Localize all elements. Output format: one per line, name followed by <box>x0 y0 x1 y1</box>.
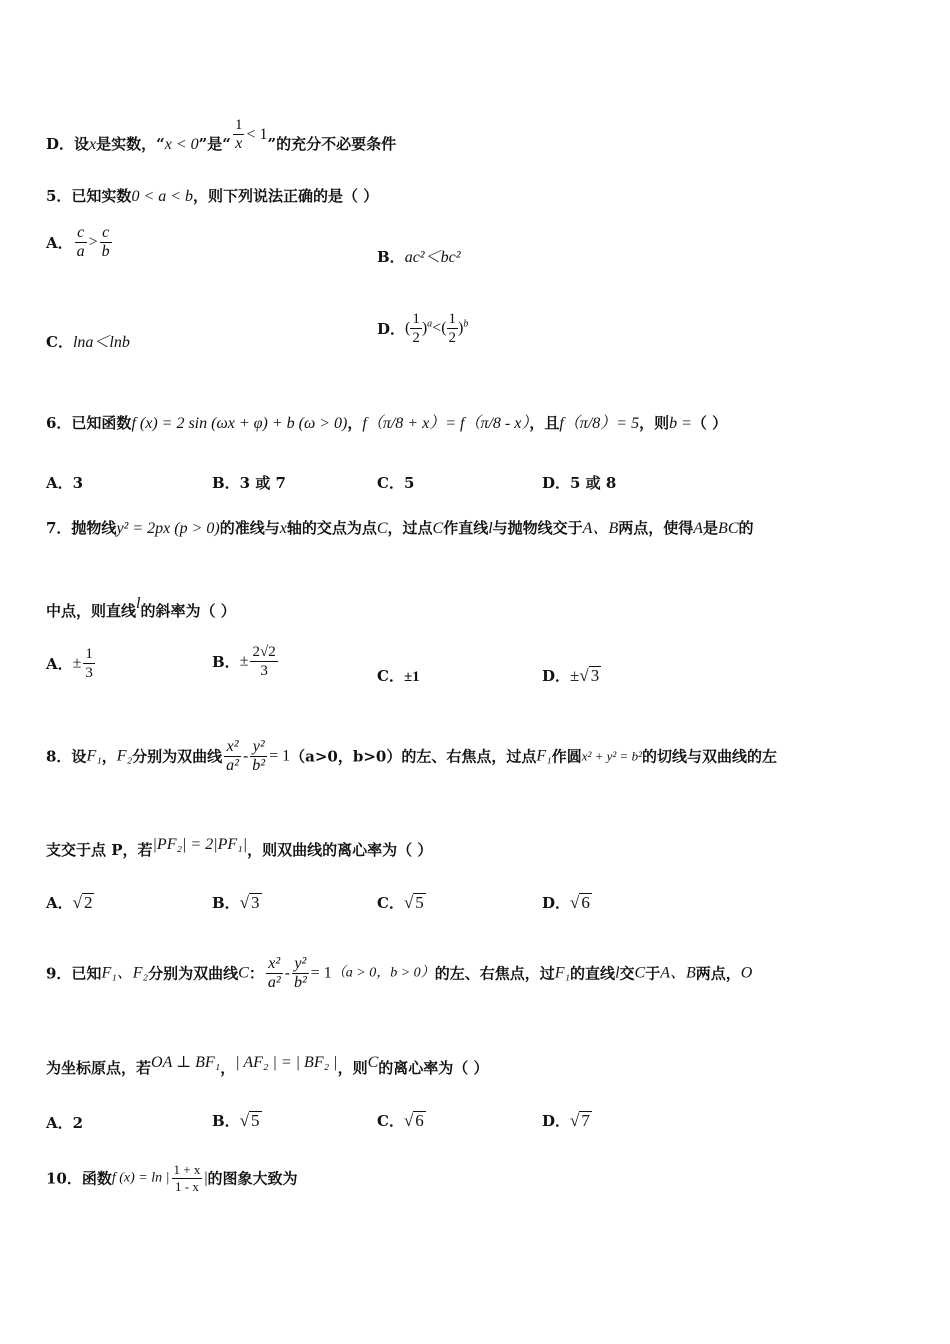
q9-option-a[interactable]: A．2 <box>46 1114 84 1132</box>
q7-option-c[interactable]: C．±1 <box>377 667 420 685</box>
q8-option-d[interactable]: D．√ 6 <box>542 893 590 912</box>
q7-option-b[interactable]: B．± $\frac{2√2}{3}$ <box>212 644 276 679</box>
question-5-stem: 5．已知实数0 < a < b，则下列说法正确的是（ ） <box>46 187 379 205</box>
q8-option-b[interactable]: B．√ 3 <box>212 893 260 912</box>
q8-option-a[interactable]: A．√ 2 <box>46 893 93 912</box>
q6-option-a[interactable]: A．3 <box>46 474 84 492</box>
question-8-stem: 8．设F₁，F₂分别为双曲线 $\frac{\text{x²}}{\text{a²}}$ - $\frac{\text{y²}}{\text{b²}}$ = 1（a>0，b>0）的左、右焦点，过点F₁作圆x² + y² = b²的切线与双曲线的左 <box>46 738 777 774</box>
q8-option-c[interactable]: C．√ 5 <box>377 893 424 912</box>
question-9-stem-line2: 为坐标原点，若OA ⊥ BF₁，| AF₂ | = | BF₂ |，则C的离心率为（ ） <box>46 1054 489 1077</box>
question-7-stem: 7．抛物线y² = 2px (p > 0)的准线与x轴的交点为点C，过点C作直线l与抛物线交于A、B两点，使得A是BC的 <box>46 519 754 537</box>
q9-option-c[interactable]: C．√ 6 <box>377 1111 424 1130</box>
q9-option-d[interactable]: D．√ 7 <box>542 1111 590 1130</box>
question-6-stem: 6．已知函数f (x) = 2 sin (ωx + φ) + b (ω > 0)，f（π/8 + x）= f（π/8 - x），且f（π/8）= 5，则b =（ ） <box>46 414 728 432</box>
q6-option-c[interactable]: C．5 <box>377 474 415 492</box>
q6-option-d[interactable]: D．5 或 8 <box>542 474 617 492</box>
prev-question-option-d: D．设x是实数，“x < 0”是“ $\frac{1}{x}$ < 1”的充分不必要条件 <box>46 116 397 153</box>
q6-option-b[interactable]: B．3 或 7 <box>212 474 286 492</box>
q7-option-a[interactable]: A．± $\frac{1}{3}$ <box>46 646 93 681</box>
q5-option-c[interactable]: C．lna＜lnb <box>46 333 130 351</box>
q9-option-b[interactable]: B．√ 5 <box>212 1111 260 1130</box>
question-10-stem: 10．函数f (x) = ln | $\frac{1 + x}{1 - x}$ |的图象大致为 <box>46 1162 298 1194</box>
q5-option-a[interactable]: A． $\frac{c}{a}$ > $\frac{c}{b}$ <box>46 224 110 260</box>
question-7-stem-line2: 中点，则直线l的斜率为（ ） <box>46 595 236 620</box>
question-9-stem: 9．已知F₁、F₂分别为双曲线C： $\frac{\text{x²}}{\text{a²}}$ - $\frac{\text{y²}}{\text{b²}}$ = 1（a > 0，b > 0）的左、右焦点，过F₁的直线l交C于A、B两点，O <box>46 955 753 991</box>
q5-option-b[interactable]: B．ac²＜bc² <box>377 248 461 266</box>
question-8-stem-line2: 支交于点 P，若|PF₂| = 2|PF₁|，则双曲线的离心率为（ ） <box>46 836 433 859</box>
q7-option-d[interactable]: D．±√ 3 <box>542 666 600 685</box>
q5-option-d[interactable]: D．( $\frac{1}{2}$ )$^a$<( $\frac{1}{2}$ )$^b$ <box>377 311 469 346</box>
